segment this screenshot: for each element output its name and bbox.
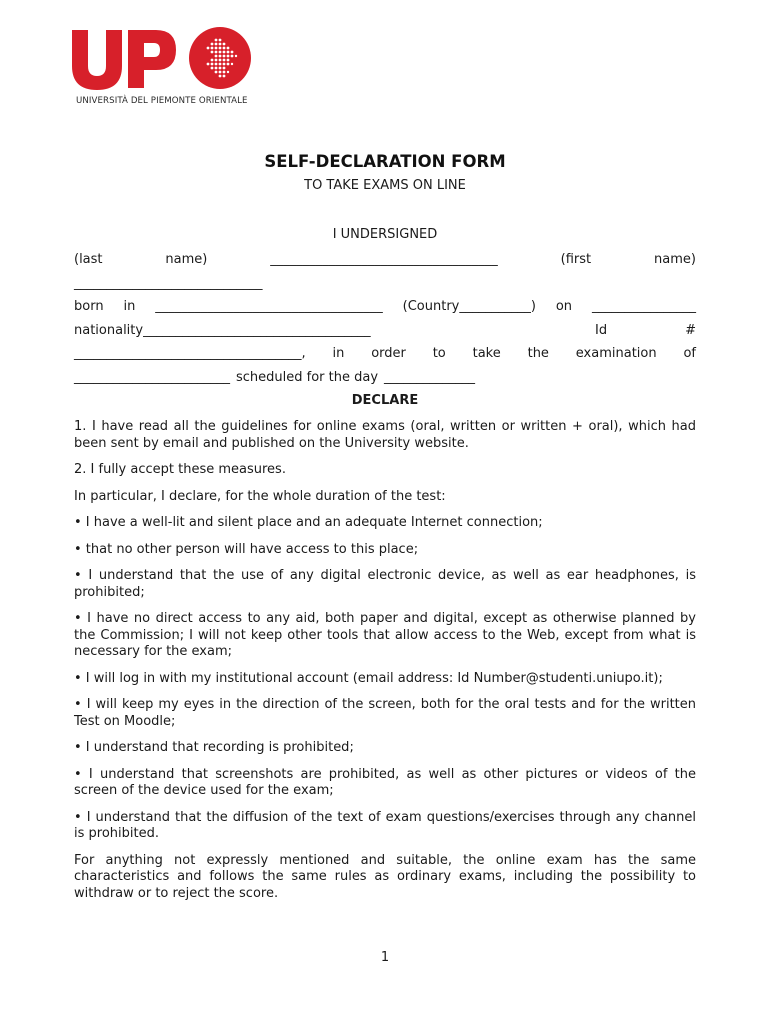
birthplace-blank[interactable]: ___________________________________: [155, 299, 383, 314]
exam-row: [74, 346, 696, 370]
bullet-eyes: • I will keep my eyes in the direction of the screen, both for the oral tests and for the written Test on Moodle;: [74, 697, 696, 729]
form-body: [74, 252, 696, 912]
bullet-no-aid: • I have no direct access to any aid, both paper and digital, except as otherwise planned by the Commission; I will not keep other tools that allow access to the Web, except from what is necessary for the exam;: [74, 611, 696, 659]
born-label: born: [74, 299, 104, 314]
paragraph-in-particular: In particular, I declare, for the whole duration of the test:: [74, 488, 446, 504]
nationality-label: nationality: [74, 322, 144, 338]
birth-row: [74, 299, 696, 323]
declare-heading: DECLARE: [351, 393, 419, 408]
id-number-blank[interactable]: ___________________________________,: [74, 346, 306, 361]
undersigned-heading: I UNDERSIGNED: [332, 227, 438, 242]
course-blank[interactable]: ________________________: [74, 369, 230, 385]
schedule-row: [74, 370, 696, 394]
country-blank[interactable]: (Country___________): [402, 299, 536, 314]
form-title: SELF-DECLARATION FORM: [264, 152, 506, 171]
first-name-row: [74, 276, 696, 300]
form-subtitle: TO TAKE EXAMS ON LINE: [304, 178, 466, 193]
first-label: (first: [560, 252, 592, 267]
last-name-blank[interactable]: ___________________________________: [270, 252, 498, 267]
paragraph-guidelines: 1. I have read all the guidelines for online exams (oral, written or written + oral), which had been sent by email and published on the University website.: [74, 419, 696, 451]
hash-label: #: [685, 322, 696, 338]
name-label: name): [165, 252, 208, 267]
bullet-screenshots: • I understand that screenshots are prohibited, as well as other pictures or videos of the screen of the device used for the exam;: [74, 766, 696, 798]
birthdate-blank[interactable]: ________________: [591, 299, 696, 314]
in-label: in: [123, 299, 136, 314]
id-label: Id: [595, 322, 608, 338]
word-the: the: [527, 346, 549, 361]
last-label: (last: [74, 252, 103, 267]
name-row: [74, 252, 696, 276]
bullet-login: • I will log in with my institutional account (email address: Id Number@studenti.uniupo.it);: [74, 670, 663, 686]
first-name-blank[interactable]: _____________________________: [74, 275, 263, 291]
scheduled-label: scheduled for the day: [236, 369, 379, 385]
paragraph-accept: 2. I fully accept these measures.: [74, 462, 286, 477]
bullet-devices: • I understand that the use of any digital electronic device, as well as ear headphones, is prohibited;: [74, 568, 696, 600]
on-label: on: [555, 299, 573, 314]
word-in: in: [332, 346, 345, 361]
nationality-row: [74, 323, 696, 347]
upo-logo-mark: [70, 26, 270, 96]
word-examination: examination: [575, 346, 657, 361]
bullet-recording: • I understand that recording is prohibited;: [74, 740, 354, 755]
paragraph-closing: For anything not expressly mentioned and suitable, the online exam has the same characteristics and follows the same rules as ordinary exams, including the possibility to withdraw or to reject the score.: [74, 852, 696, 901]
word-order: order: [371, 346, 406, 361]
nationality-blank[interactable]: ___________________________________: [143, 322, 371, 338]
logo-caption: UNIVERSITÀ DEL PIEMONTE ORIENTALE: [76, 96, 248, 106]
bullet-place: • I have a well-lit and silent place and an adequate Internet connection;: [74, 515, 543, 530]
first-name-label: name): [654, 252, 696, 267]
page-number: 1: [380, 950, 390, 965]
word-of: of: [683, 346, 696, 361]
word-take: take: [472, 346, 501, 361]
bullet-no-person: • that no other person will have access to this place;: [74, 541, 419, 557]
date-blank[interactable]: ______________: [384, 369, 476, 385]
bullet-diffusion: • I understand that the diffusion of the text of exam questions/exercises through any channel is prohibited.: [74, 809, 696, 841]
word-to: to: [432, 346, 446, 361]
